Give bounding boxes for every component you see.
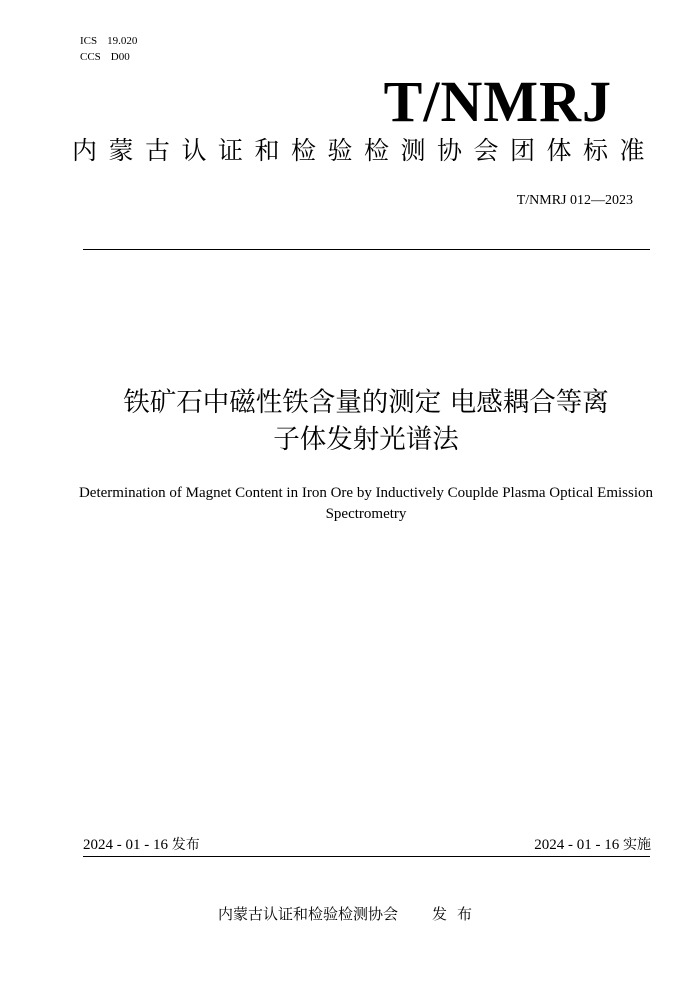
organization-title: 内蒙古认证和检验检测协会团体标准 [72,136,657,165]
publish-date-value: 2024 - 01 - 16 [83,837,168,853]
classification-codes [80,33,137,65]
footer-divider [83,856,650,857]
chinese-title-line-1: 铁矿石中磁性铁含量的测定 电感耦合等离 [123,387,609,418]
english-title: Determination of Magnet Content in Iron Ore by Inductively Couplde Plasma Optical Emission Spectrometry [78,485,654,522]
ccs-row [80,49,137,65]
standard-number: T/NMRJ 012—2023 [516,193,633,208]
publish-date [83,835,200,855]
standard-logo: T/NMRJ [383,69,612,134]
ccs-code: D00 [110,51,130,63]
implement-date-label: 实施 [623,837,651,853]
chinese-title [70,384,662,458]
chinese-title-line-2: 子体发射光谱法 [273,424,459,455]
implement-date [534,835,651,855]
ics-code: 19.020 [107,35,138,47]
header-divider [83,249,650,250]
publisher-line [0,904,700,924]
ics-label: ICS [80,35,98,47]
publisher-name: 内蒙古认证和检验检测协会 [217,905,398,923]
ics-row [80,33,137,49]
publish-date-label: 发布 [171,837,200,853]
ccs-label: CCS [80,51,101,63]
implement-date-value: 2024 - 01 - 16 [534,837,620,853]
publisher-action: 发布 [432,905,483,923]
